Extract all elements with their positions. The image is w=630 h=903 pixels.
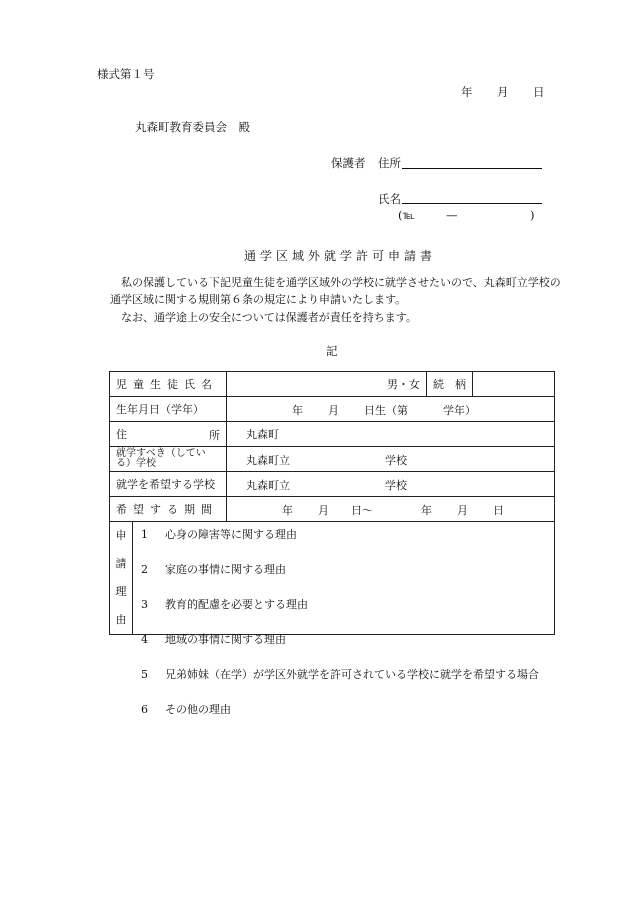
document-title: 通学区域外就学許可申請書 bbox=[244, 249, 437, 263]
addressee: 丸森町教育委員会 殿 bbox=[135, 120, 250, 134]
date-day: 日 bbox=[533, 85, 545, 99]
current-school-field[interactable] bbox=[227, 447, 555, 472]
row-address bbox=[110, 422, 555, 447]
student-name-field[interactable] bbox=[227, 372, 427, 397]
reason-side-char: 請 bbox=[115, 557, 127, 570]
reason-side-char: 理 bbox=[115, 585, 127, 598]
row-desired-school bbox=[110, 472, 555, 497]
reason-item[interactable] bbox=[141, 561, 286, 577]
reason-text: その他の理由 bbox=[165, 703, 231, 716]
reason-item[interactable] bbox=[141, 526, 297, 542]
row-student-name bbox=[110, 372, 555, 397]
reason-text: 兄弟姉妹（在学）が学区外就学を許可されている学校に就学を希望する場合 bbox=[165, 668, 539, 681]
address-label-right: 所 bbox=[209, 429, 220, 442]
current-school-prefix: 丸森町立 bbox=[246, 454, 290, 467]
form-number: 様式第１号 bbox=[97, 67, 155, 81]
address-value[interactable]: 丸森町 bbox=[227, 422, 555, 447]
birthdate-label: 生年月日（学年） bbox=[110, 397, 227, 422]
name-field[interactable] bbox=[402, 190, 542, 204]
row-period bbox=[110, 497, 555, 522]
current-school-label: 就学すべき（している）学校 bbox=[110, 447, 227, 472]
relation-label: 続 柄 bbox=[427, 372, 473, 397]
tel-label: (℡ bbox=[398, 208, 415, 222]
period-year-1: 年 bbox=[282, 504, 293, 517]
period-day-1: 日～ bbox=[351, 504, 373, 517]
reasons-list bbox=[133, 522, 555, 716]
address-label-left: 住 bbox=[116, 428, 127, 441]
reason-text: 家庭の事情に関する理由 bbox=[165, 563, 286, 576]
address-row-label bbox=[110, 422, 227, 447]
reason-item[interactable] bbox=[141, 631, 286, 647]
row-reasons bbox=[110, 522, 555, 635]
period-year-2: 年 bbox=[421, 504, 432, 517]
body-paragraph-1: 私の保護している下記児童生徒を通学区域外の学校に就学させたいので、丸森町立学校の通学区域に関する規則第６条の規定により申請いたします。 bbox=[110, 276, 561, 306]
birth-year: 年 bbox=[292, 404, 303, 417]
reason-text: 地域の事情に関する理由 bbox=[165, 633, 286, 646]
relation-field[interactable] bbox=[473, 372, 555, 397]
desired-school-prefix: 丸森町立 bbox=[246, 479, 290, 492]
period-day-2: 日 bbox=[493, 504, 504, 517]
period-field[interactable] bbox=[227, 497, 555, 522]
reason-side-char: 由 bbox=[115, 613, 127, 626]
row-current-school bbox=[110, 447, 555, 472]
reason-text: 教育的配慮を必要とする理由 bbox=[165, 598, 308, 611]
application-table bbox=[109, 371, 555, 716]
row-birthdate bbox=[110, 397, 555, 422]
tel-dash: — bbox=[446, 208, 458, 222]
desired-school-field[interactable] bbox=[227, 472, 555, 497]
period-month-2: 月 bbox=[457, 504, 468, 517]
desired-school-suffix: 学校 bbox=[385, 479, 407, 492]
birth-grade: 学年） bbox=[443, 404, 476, 417]
name-label: 氏名 bbox=[378, 192, 401, 206]
reason-number: 3 bbox=[141, 598, 148, 611]
guardian-role: 保護者 bbox=[331, 156, 366, 170]
birth-month: 月 bbox=[328, 404, 339, 417]
reason-item[interactable] bbox=[141, 701, 231, 717]
reason-text: 心身の障害等に関する理由 bbox=[165, 528, 297, 541]
period-month-1: 月 bbox=[318, 504, 329, 517]
address-label: 住所 bbox=[378, 156, 401, 170]
body-paragraph-2: なお、通学途上の安全については保護者が責任を持ちます。 bbox=[121, 311, 417, 324]
desired-school-label: 就学を希望する学校 bbox=[110, 472, 227, 497]
student-name-label: 児童生徒氏名 bbox=[110, 372, 227, 397]
reason-item[interactable] bbox=[141, 666, 539, 682]
reason-number: 4 bbox=[141, 633, 148, 646]
reason-side-label bbox=[110, 522, 133, 635]
date-month: 月 bbox=[497, 85, 509, 99]
ki-note: 記 bbox=[326, 344, 338, 358]
reason-item[interactable] bbox=[141, 596, 308, 612]
address-field[interactable] bbox=[402, 155, 542, 169]
reason-side-char: 申 bbox=[115, 529, 127, 542]
reason-number: 2 bbox=[141, 563, 148, 576]
current-school-suffix: 学校 bbox=[385, 454, 407, 467]
birthdate-field[interactable] bbox=[227, 397, 555, 422]
tel-close: ) bbox=[530, 208, 535, 222]
birth-day-grade: 日生（第 bbox=[364, 404, 408, 417]
period-label: 希望する期間 bbox=[110, 497, 227, 522]
reason-number: 6 bbox=[141, 703, 148, 716]
gender-options[interactable]: 男・女 bbox=[387, 378, 420, 391]
reason-number: 1 bbox=[141, 528, 148, 541]
reason-number: 5 bbox=[141, 668, 148, 681]
date-year: 年 bbox=[461, 85, 473, 99]
